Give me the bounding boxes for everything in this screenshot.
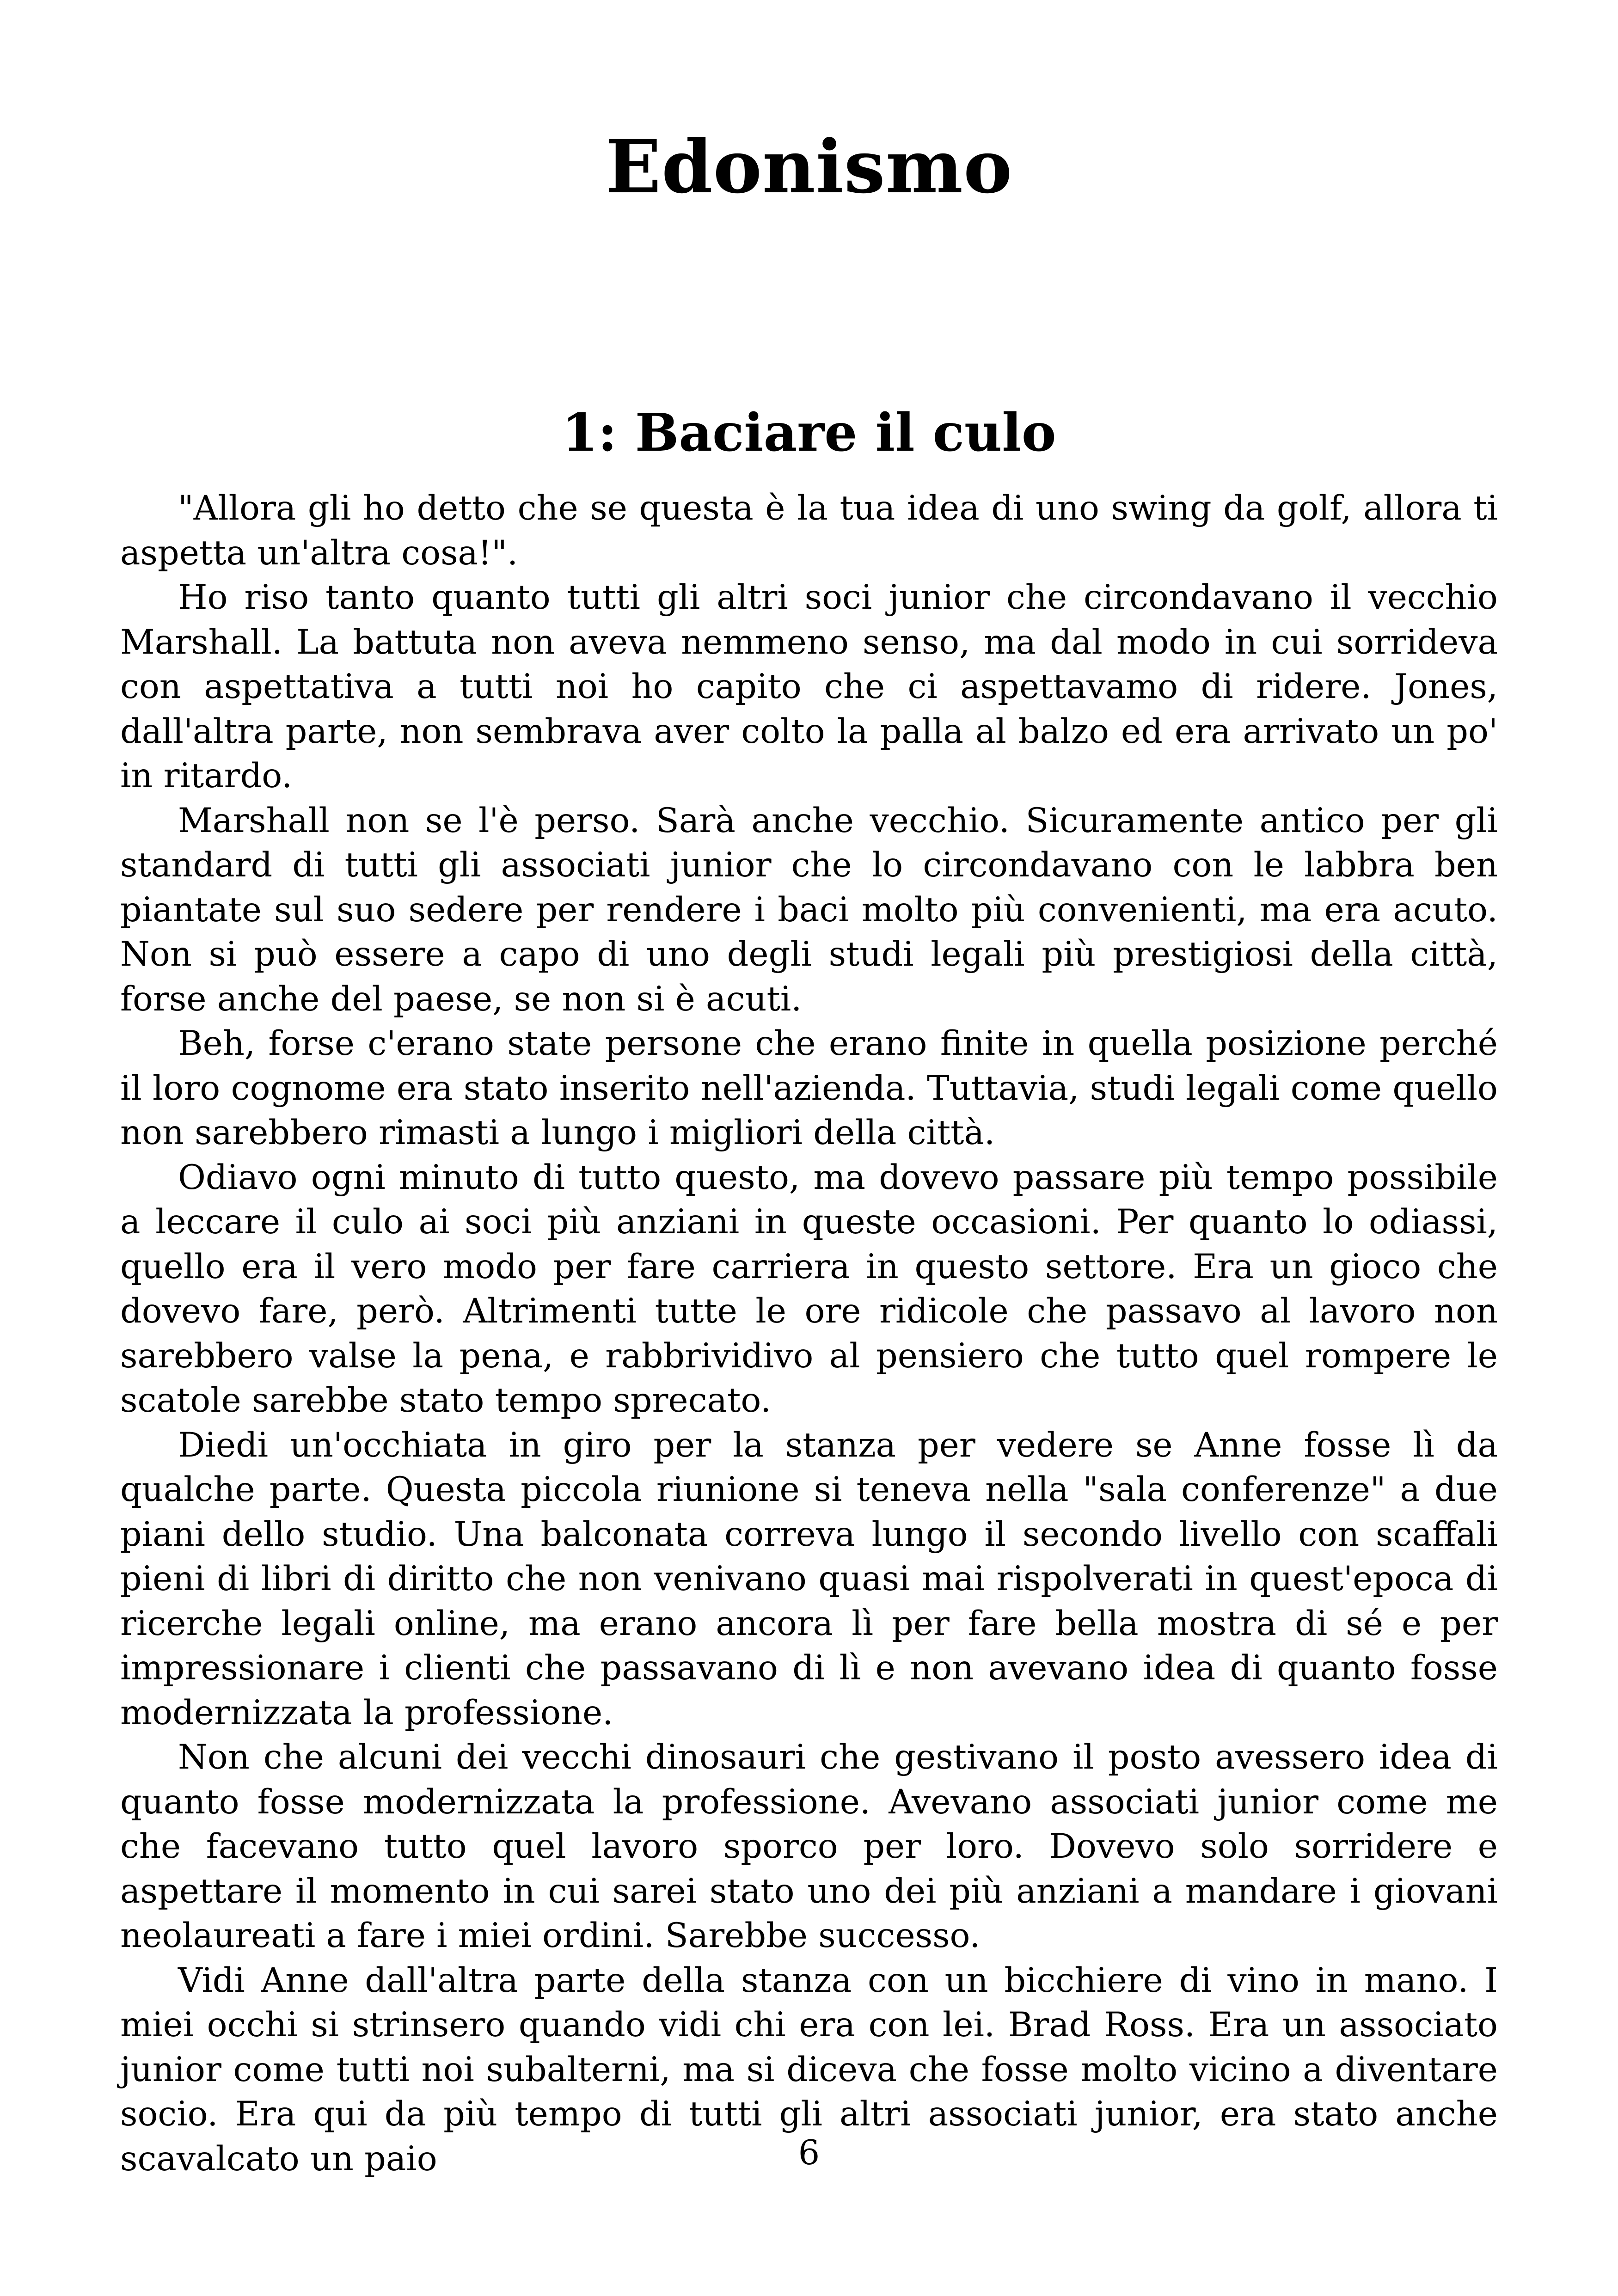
paragraph: Odiavo ogni minuto di tutto questo, ma dovevo passare più tempo possibile a leccare il culo ai soci più anziani in queste occasioni. Per quanto lo odiassi, quello era il vero modo per fare carriera in questo settore. Era un gioco che dovevo fare, però. Altrimenti tutte le ore ridicole che passavo al lavoro non sarebbero valse la pena, e rabbrividivo al pensiero che tutto quel rompere le scatole sarebbe stato tempo sprecato. [120,1157,1498,1420]
paragraph: Vidi Anne dall'altra parte della stanza con un bicchiere di vino in mano. I miei occhi si strinsero quando vidi chi era con lei. Brad Ross. Era un associato junior come tutti noi subalterni, ma si diceva che fosse molto vicino a diventare socio. Era qui da più tempo di tutti gli altri associati junior, era stato anche scavalcato un paio [120,1960,1498,2179]
book-title: Edonismo [605,124,1013,210]
chapter-body [120,486,1498,2181]
paragraph: Beh, forse c'erano state persone che erano finite in quella posizione perché il loro cognome era stato inserito nell'azienda. Tuttavia, studi legali come quello non sarebbero rimasti a lungo i migliori della città. [120,1024,1498,1152]
paragraph: Marshall non se l'è perso. Sarà anche vecchio. Sicuramente antico per gli standard di tutti gli associati junior che lo circondavano con le labbra ben piantate sul suo sedere per rendere i baci molto più convenienti, ma era acuto. Non si può essere a capo di uno degli studi legali più prestigiosi della città, forse anche del paese, se non si è acuti. [120,801,1498,1019]
chapter-title: 1: Baciare il culo [562,403,1056,463]
page-number: 6 [798,2133,820,2173]
paragraph: Non che alcuni dei vecchi dinosauri che gestivano il posto avessero idea di quanto fosse modernizzata la professione. Avevano associati junior come me che facevano tutto quel lavoro sporco per loro. Dovevo solo sorridere e aspettare il momento in cui sarei stato uno dei più anziani a mandare i giovani neolaureati a fare i miei ordini. Sarebbe successo. [120,1738,1498,1955]
paragraph: Ho riso tanto quanto tutti gli altri soci junior che circondavano il vecchio Marshall. La battuta non aveva nemmeno senso, ma dal modo in cui sorrideva con aspettativa a tutti noi ho capito che ci aspettavamo di ridere. Jones, dall'altra parte, non sembrava aver colto la palla al balzo ed era arrivato un po' in ritardo. [120,578,1498,796]
paragraph: Diedi un'occhiata in giro per la stanza per vedere se Anne fosse lì da qualche parte. Questa piccola riunione si teneva nella "sala conferenze" a due piani dello studio. Una balconata correva lungo il secondo livello con scaffali pieni di libri di diritto che non venivano quasi mai rispolverati in quest'epoca di ricerche legali online, ma erano ancora lì per fare bella mostra di sé e per impressionare i clienti che passavano di lì e non avevano idea di quanto fosse modernizzata la professione. [120,1425,1498,1733]
paragraph: "Allora gli ho detto che se questa è la tua idea di uno swing da golf, allora ti aspetta un'altra cosa!". [120,489,1498,573]
